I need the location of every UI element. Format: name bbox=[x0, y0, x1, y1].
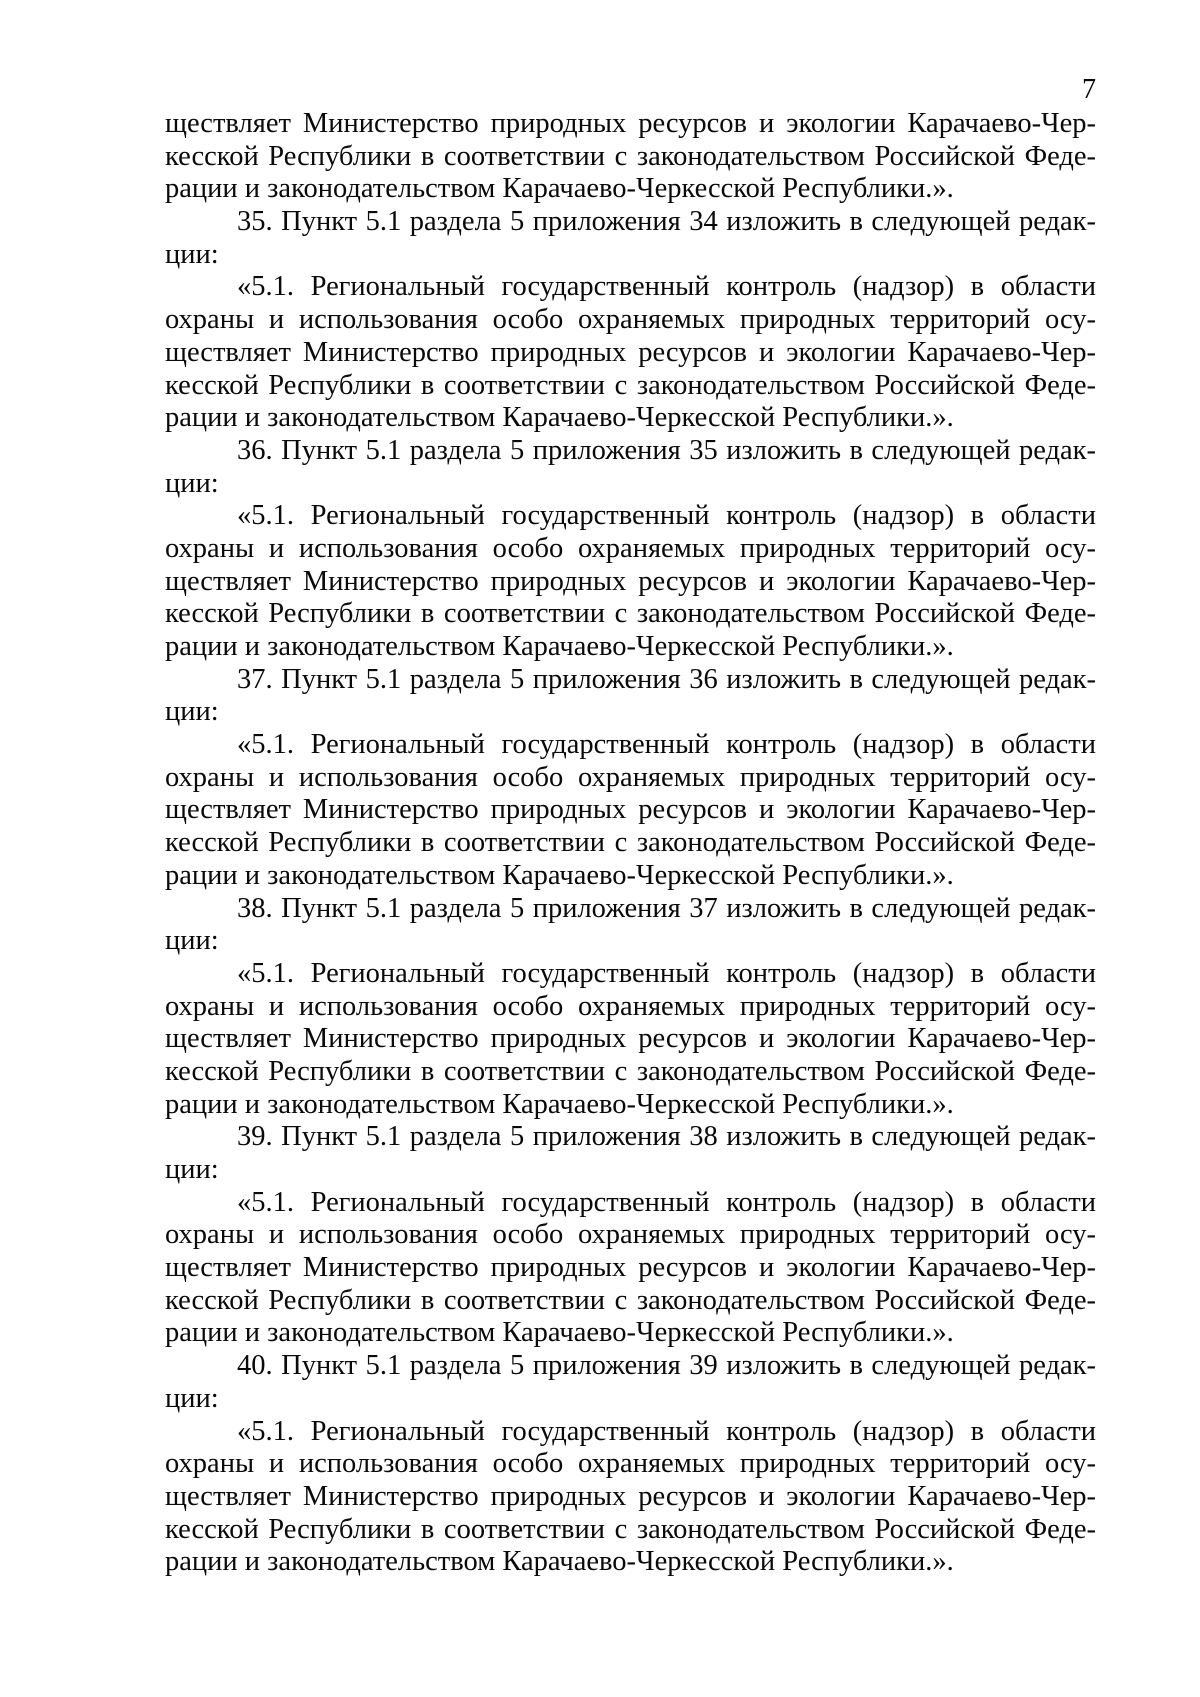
text-line: кесской Республики в соответствии с законодательством Российской Феде- bbox=[165, 598, 1096, 630]
text-line: 38. Пункт 5.1 раздела 5 приложения 37 изложить в следующей редак- bbox=[237, 892, 1096, 924]
text-line: 36. Пункт 5.1 раздела 5 приложения 35 изложить в следующей редак- bbox=[237, 434, 1096, 466]
text-line: 39. Пункт 5.1 раздела 5 приложения 38 изложить в следующей редак- bbox=[237, 1121, 1096, 1153]
text-line: охраны и использования особо охраняемых природных территорий осу- bbox=[165, 761, 1096, 793]
text-line: 40. Пункт 5.1 раздела 5 приложения 39 изложить в следующей редак- bbox=[237, 1350, 1096, 1382]
text-line: кесской Республики в соответствии с законодательством Российской Феде- bbox=[165, 140, 1096, 172]
text-line: кесской Республики в соответствии с законодательством Российской Феде- bbox=[165, 1513, 1096, 1545]
text-line: рации и законодательством Карачаево-Черкесской Республики.». bbox=[165, 1088, 954, 1120]
text-line: охраны и использования особо охраняемых природных территорий осу- bbox=[165, 1219, 1096, 1251]
text-line: 37. Пункт 5.1 раздела 5 приложения 36 изложить в следующей редак- bbox=[237, 663, 1096, 695]
text-line: рации и законодательством Карачаево-Черкесской Республики.». bbox=[165, 402, 954, 434]
text-line: ществляет Министерство природных ресурсов и экологии Карачаево-Чер- bbox=[165, 1252, 1096, 1284]
text-line: кесской Республики в соответствии с законодательством Российской Феде- bbox=[165, 1284, 1096, 1316]
text-line: «5.1. Региональный государственный контроль (надзор) в области bbox=[237, 500, 1096, 532]
text-line: ции: bbox=[165, 467, 219, 499]
text-line: рации и законодательством Карачаево-Черкесской Республики.». bbox=[165, 859, 954, 891]
text-line: 35. Пункт 5.1 раздела 5 приложения 34 изложить в следующей редак- bbox=[237, 206, 1096, 238]
text-line: ществляет Министерство природных ресурсов и экологии Карачаево-Чер- bbox=[165, 108, 1096, 139]
body-text bbox=[165, 108, 1096, 1579]
text-line: ции: bbox=[165, 1154, 219, 1185]
text-line: ществляет Министерство природных ресурсов и экологии Карачаево-Чер- bbox=[165, 1023, 1096, 1055]
text-line: ции: bbox=[165, 696, 219, 728]
text-line: рации и законодательством Карачаево-Черкесской Республики.». bbox=[165, 631, 954, 662]
text-line: охраны и использования особо охраняемых природных территорий осу- bbox=[165, 1448, 1096, 1480]
text-line: ществляет Министерство природных ресурсов и экологии Карачаево-Чер- bbox=[165, 336, 1096, 368]
text-line: рации и законодательством Карачаево-Черкесской Республики.». bbox=[165, 173, 954, 205]
text-line: ществляет Министерство природных ресурсов и экологии Карачаево-Чер- bbox=[165, 794, 1096, 826]
text-line: кесской Республики в соответствии с законодательством Российской Феде- bbox=[165, 827, 1096, 859]
text-line: охраны и использования особо охраняемых природных территорий осу- bbox=[165, 990, 1096, 1022]
text-line: «5.1. Региональный государственный контроль (надзор) в области bbox=[237, 729, 1096, 761]
text-line: кесской Республики в соответствии с законодательством Российской Феде- bbox=[165, 369, 1096, 401]
text-line: «5.1. Региональный государственный контроль (надзор) в области bbox=[237, 271, 1096, 303]
text-line: ции: bbox=[165, 238, 219, 270]
text-line: «5.1. Региональный государственный контроль (надзор) в области bbox=[237, 1186, 1096, 1218]
text-line: «5.1. Региональный государственный контроль (надзор) в области bbox=[237, 1415, 1096, 1447]
text-line: кесской Республики в соответствии с законодательством Российской Феде- bbox=[165, 1055, 1096, 1087]
text-line: рации и законодательством Карачаево-Черкесской Республики.». bbox=[165, 1317, 954, 1349]
text-line: охраны и использования особо охраняемых природных территорий осу- bbox=[165, 532, 1096, 564]
text-line: ции: bbox=[165, 925, 219, 957]
text-line: ществляет Министерство природных ресурсов и экологии Карачаево-Чер- bbox=[165, 1480, 1096, 1512]
text-line: рации и законодательством Карачаево-Черкесской Республики.». bbox=[165, 1546, 954, 1578]
text-line: ществляет Министерство природных ресурсов и экологии Карачаево-Чер- bbox=[165, 565, 1096, 597]
text-line: ции: bbox=[165, 1382, 219, 1414]
text-line: охраны и использования особо охраняемых природных территорий осу- bbox=[165, 304, 1096, 336]
text-line: «5.1. Региональный государственный контроль (надзор) в области bbox=[237, 957, 1096, 989]
page-number: 7 bbox=[1082, 74, 1096, 105]
